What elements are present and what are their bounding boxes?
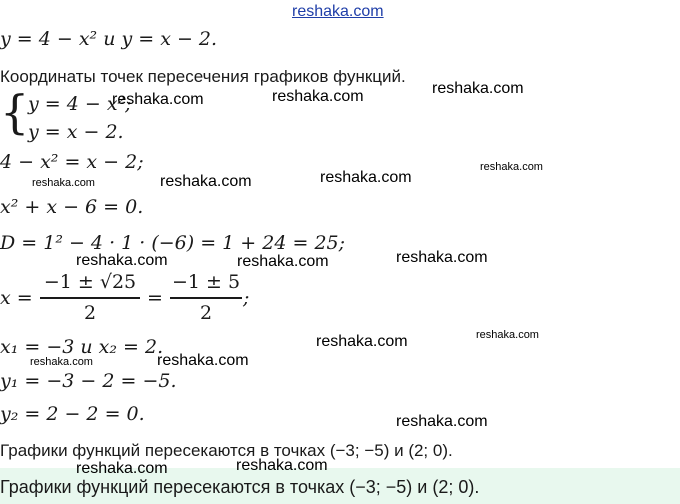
root-suffix: ; bbox=[243, 287, 250, 309]
fraction-bar-2 bbox=[170, 297, 242, 299]
functions-line: y = 4 − x² и y = x − 2. bbox=[0, 28, 218, 50]
watermark: reshaka.com bbox=[237, 253, 329, 270]
watermark: reshaka.com bbox=[476, 329, 539, 341]
discriminant-equation: D = 1² − 4 · 1 · (−6) = 1 + 24 = 25; bbox=[0, 232, 346, 254]
y1-line: y₁ = −3 − 2 = −5. bbox=[0, 370, 177, 392]
root-fraction-1 bbox=[40, 273, 140, 323]
intersection-heading: Координаты точек пересечения графиков функций. bbox=[0, 67, 406, 86]
watermark: reshaka.com bbox=[157, 352, 249, 369]
root-prefix: x = bbox=[0, 287, 33, 309]
system-eq1: y = 4 − x²; bbox=[28, 93, 132, 115]
fraction-bar-1 bbox=[40, 297, 140, 299]
root-denominator-2: 2 bbox=[199, 301, 213, 324]
roots-line: x₁ = −3 и x₂ = 2. bbox=[0, 336, 164, 358]
watermark: reshaka.com bbox=[112, 91, 204, 108]
system-eq2: y = x − 2. bbox=[28, 121, 124, 143]
equate-equation: 4 − x² = x − 2; bbox=[0, 151, 144, 173]
root-fraction-2 bbox=[170, 273, 242, 323]
y2-line: y₂ = 2 − 2 = 0. bbox=[0, 403, 145, 425]
root-denominator-1: 2 bbox=[83, 301, 97, 324]
watermark: reshaka.com bbox=[32, 177, 95, 189]
system-brace: { bbox=[0, 85, 30, 139]
watermark: reshaka.com bbox=[316, 333, 408, 350]
watermark: reshaka.com bbox=[76, 252, 168, 269]
watermark: reshaka.com bbox=[30, 356, 93, 368]
watermark: reshaka.com bbox=[396, 249, 488, 266]
watermark: reshaka.com bbox=[396, 413, 488, 430]
watermark: reshaka.com bbox=[480, 161, 543, 173]
watermark: reshaka.com bbox=[76, 460, 168, 477]
conclusion-line: Графики функций пересекаются в точках (−3; −5) и (2; 0). bbox=[0, 441, 453, 460]
root-equals: = bbox=[147, 287, 163, 309]
watermark: reshaka.com bbox=[160, 173, 252, 190]
conclusion-highlight: Графики функций пересекаются в точках (−3; −5) и (2; 0). bbox=[0, 477, 480, 497]
watermark: reshaka.com bbox=[432, 80, 524, 97]
quadratic-equation: x² + x − 6 = 0. bbox=[0, 196, 144, 218]
site-header-link[interactable]: reshaka.com bbox=[292, 3, 384, 20]
watermark: reshaka.com bbox=[320, 169, 412, 186]
watermark: reshaka.com bbox=[236, 457, 328, 474]
root-numerator-1: −1 ± √25 bbox=[43, 271, 137, 293]
watermark: reshaka.com bbox=[272, 88, 364, 105]
root-numerator-2: −1 ± 5 bbox=[171, 271, 241, 293]
